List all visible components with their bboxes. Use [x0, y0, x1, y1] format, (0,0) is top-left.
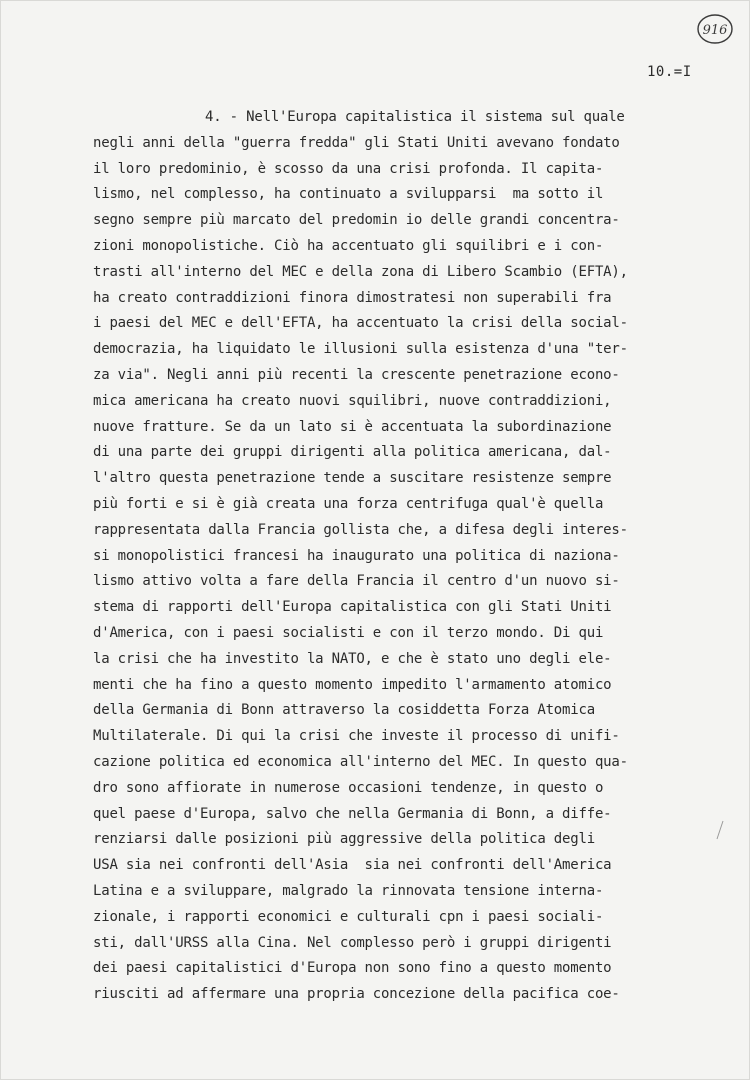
archive-stamp — [695, 12, 735, 46]
text-line: riusciti ad affermare una propria concezione della pacifica coe- — [93, 986, 620, 1003]
text-line: zioni monopolistiche. Ciò ha accentuato gli squilibri e i con- — [93, 237, 604, 254]
text-line: rappresentata dalla Francia gollista che, a difesa degli interes- — [93, 521, 628, 538]
text-line: stema di rapporti dell'Europa capitalistica con gli Stati Uniti — [93, 599, 612, 616]
text-line: più forti e si è già creata una forza centrifuga qual'è quella — [93, 495, 604, 512]
text-line: lismo, nel complesso, ha continuato a svilupparsi ma sotto il — [93, 186, 604, 203]
text-line: zionale, i rapporti economici e culturali cpn i paesi sociali- — [93, 908, 604, 925]
text-line: nuove fratture. Se da un lato si è accentuata la subordinazione — [93, 418, 612, 435]
text-line: 4. - Nell'Europa capitalistica il sistema sul quale — [205, 109, 625, 125]
text-line: della Germania di Bonn attraverso la cosiddetta Forza Atomica — [93, 702, 595, 719]
text-line: cazione politica ed economica all'interno del MEC. In questo qua- — [93, 753, 628, 770]
text-line: mica americana ha creato nuovi squilibri, nuove contraddizioni, — [93, 392, 612, 409]
text-line: l'altro questa penetrazione tende a suscitare resistenze sempre — [93, 470, 612, 487]
text-line: menti che ha fino a questo momento impedito l'armamento atomico — [93, 676, 612, 693]
text-line: za via". Negli anni più recenti la crescente penetrazione econo- — [93, 366, 620, 383]
body-text — [93, 105, 693, 1008]
text-line: la crisi che ha investito la NATO, e che è stato uno degli ele- — [93, 650, 612, 667]
page-number: 10.=I — [647, 64, 692, 80]
text-line: ha creato contraddizioni finora dimostratesi non superabili fra — [93, 289, 612, 306]
text-line: il loro predominio, è scosso da una crisi profonda. Il capita- — [93, 160, 604, 177]
pencil-mark — [713, 819, 727, 841]
text-line: lismo attivo volta a fare della Francia il centro d'un nuovo si- — [93, 573, 620, 590]
text-line: segno sempre più marcato del predomin io delle grandi concentra- — [93, 212, 620, 229]
text-line: i paesi del MEC e dell'EFTA, ha accentuato la crisi della social- — [93, 315, 628, 332]
text-line: dei paesi capitalistici d'Europa non sono fino a questo momento — [93, 960, 612, 977]
text-line: renziarsi dalle posizioni più aggressive della politica degli — [93, 831, 595, 848]
text-line: si monopolistici francesi ha inaugurato una politica di naziona- — [93, 547, 620, 564]
text-line: di una parte dei gruppi dirigenti alla politica americana, dal- — [93, 444, 612, 461]
text-line: USA sia nei confronti dell'Asia sia nei confronti dell'America — [93, 857, 612, 874]
stamp-number: 916 — [702, 23, 728, 38]
text-line: quel paese d'Europa, salvo che nella Germania di Bonn, a diffe- — [93, 805, 612, 822]
text-line: Latina e a sviluppare, malgrado la rinnovata tensione interna- — [93, 882, 604, 899]
text-line: sti, dall'URSS alla Cina. Nel complesso però i gruppi dirigenti — [93, 934, 612, 951]
text-line: trasti all'interno del MEC e della zona di Libero Scambio (EFTA), — [93, 263, 628, 280]
text-line: Multilaterale. Di qui la crisi che investe il processo di unifi- — [93, 728, 620, 745]
text-line: democrazia, ha liquidato le illusioni sulla esistenza d'una "ter- — [93, 341, 628, 358]
text-line: dro sono affiorate in numerose occasioni tendenze, in questo o — [93, 779, 604, 796]
text-line: negli anni della "guerra fredda" gli Stati Uniti avevano fondato — [93, 134, 620, 151]
text-line: d'America, con i paesi socialisti e con il terzo mondo. Di qui — [93, 624, 604, 641]
